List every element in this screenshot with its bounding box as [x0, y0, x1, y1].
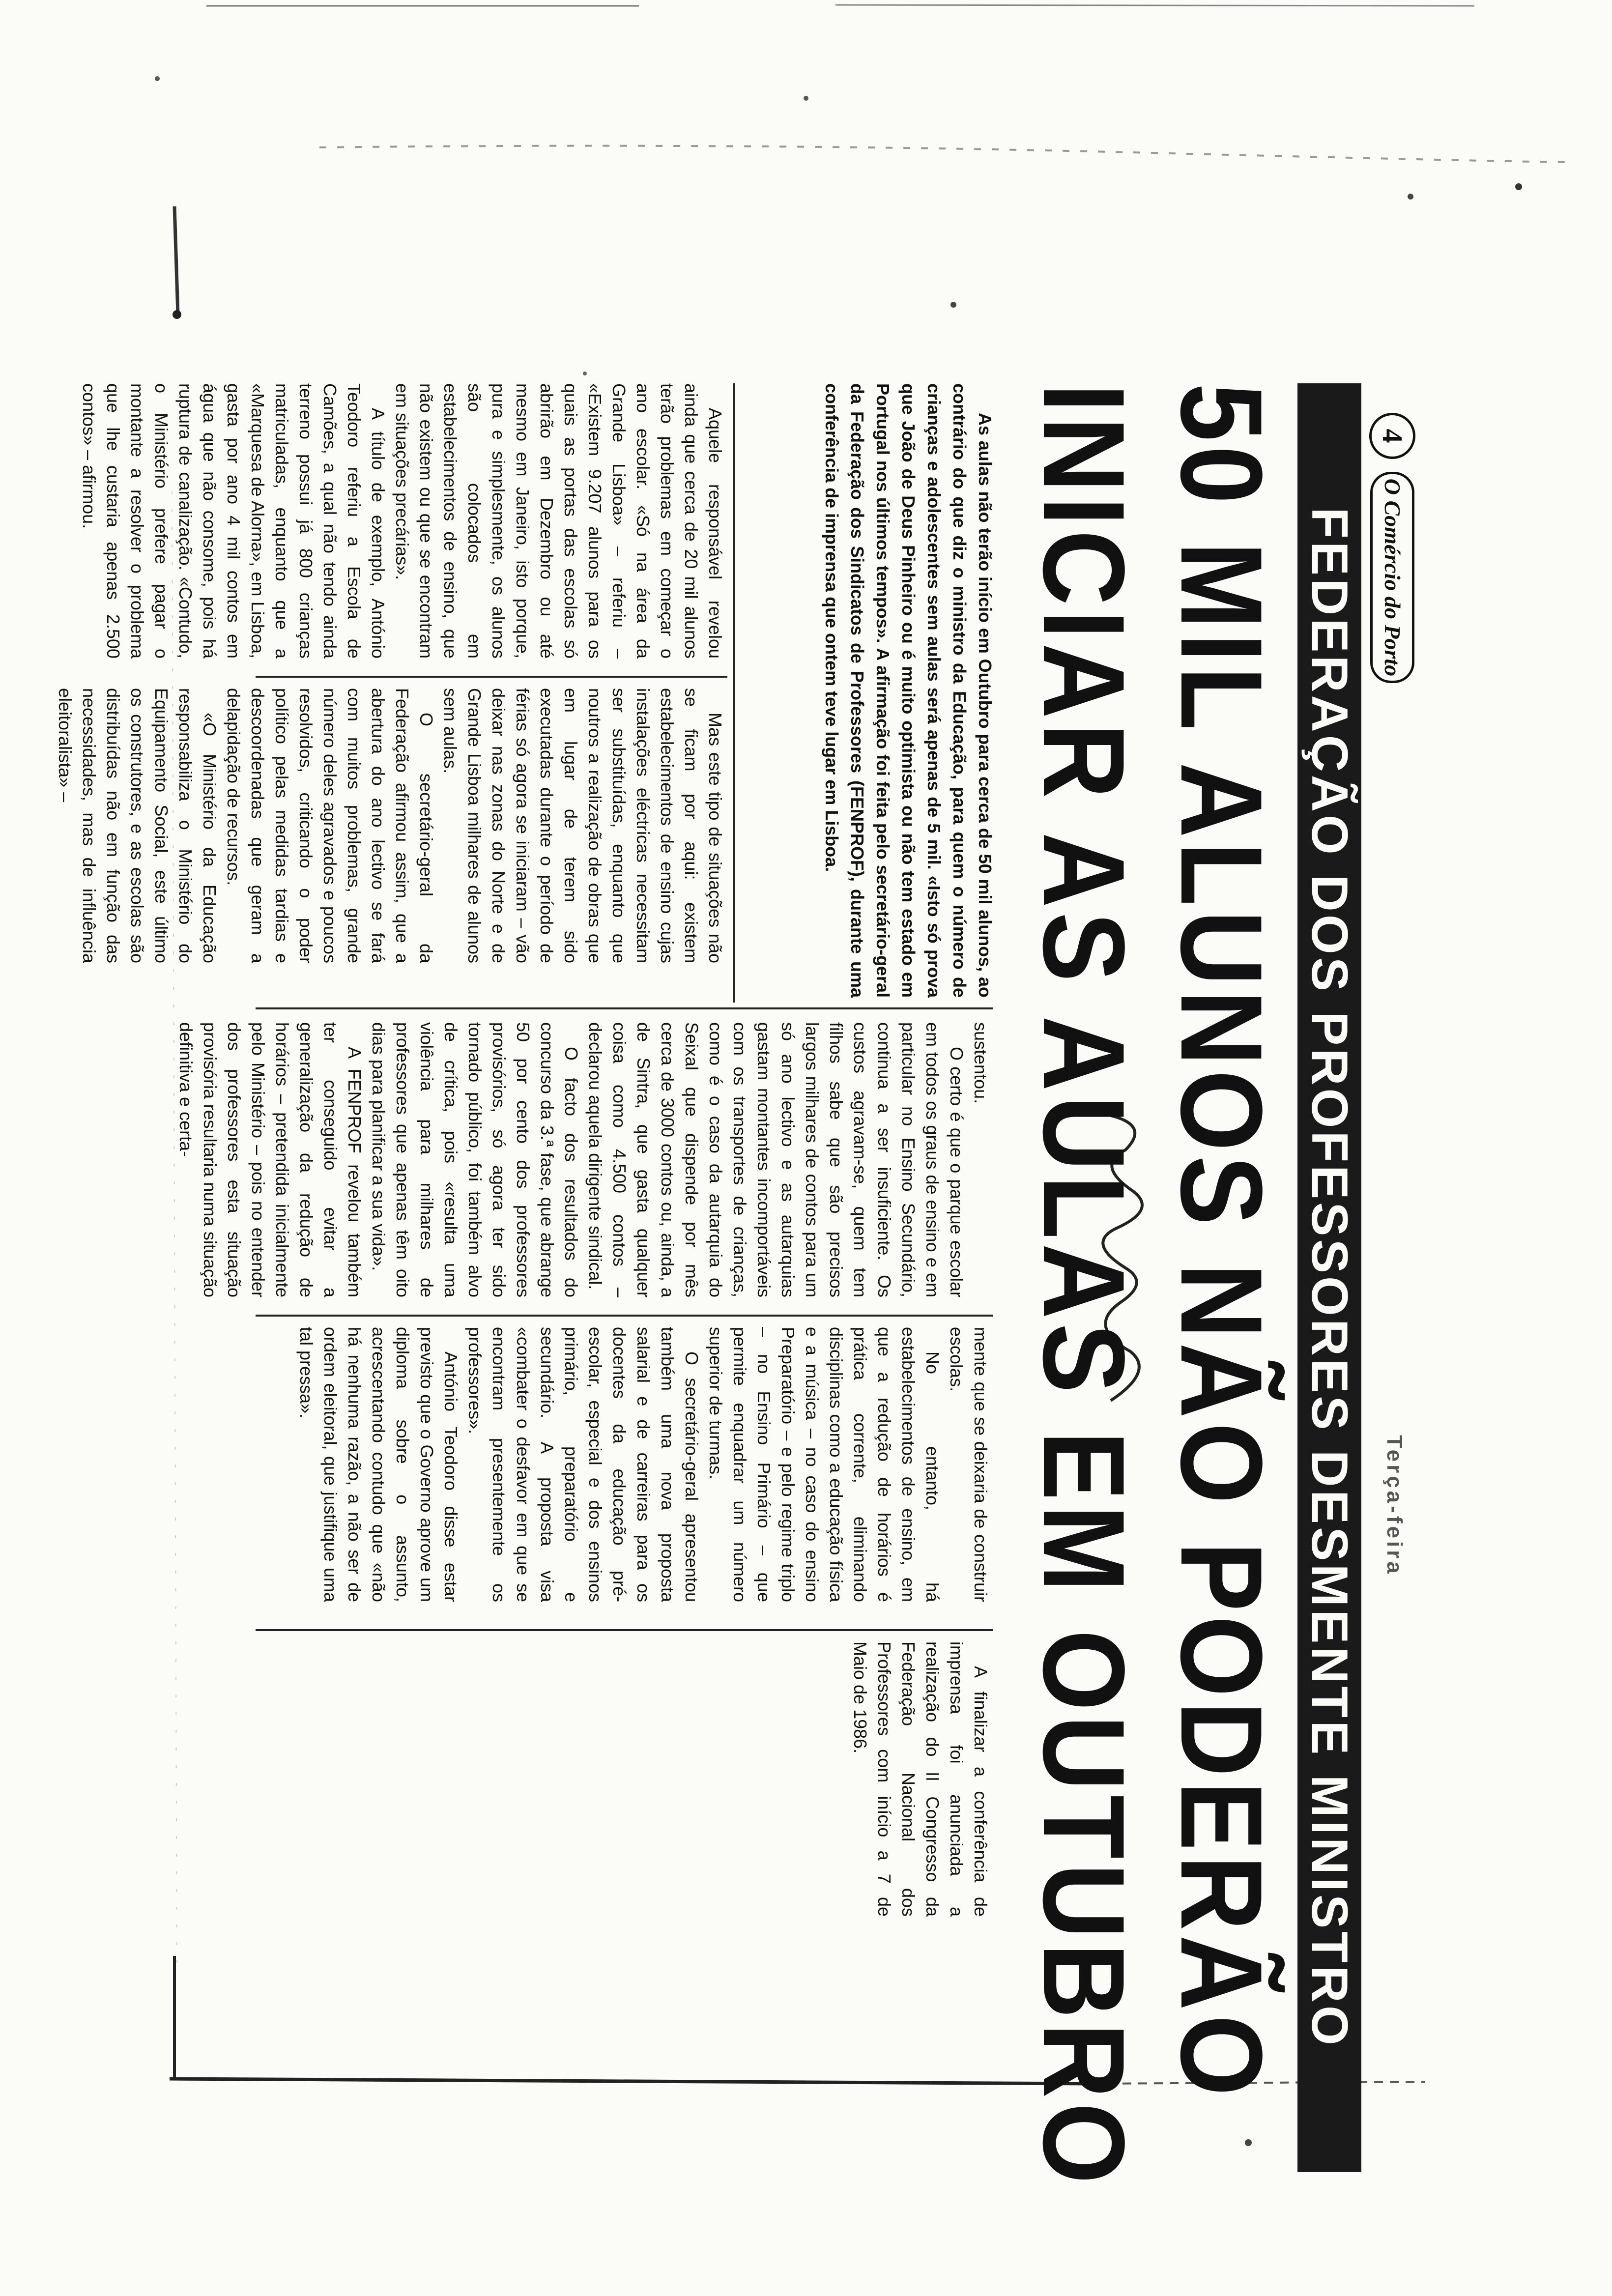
column-rule: [256, 1315, 993, 1317]
masthead: [1371, 413, 1415, 2123]
column-rule: [256, 676, 727, 678]
paragraph: A FENPROF revelou também ter conseguido evitar a generalização da redução de horários – pretendida inicialmente pelo Ministério – pois no entender dos professores esta situação provisória resultaria numa situação definitiva e certa-: [176, 1022, 365, 1297]
newspaper-name: O Comércio do Porto: [1370, 472, 1414, 683]
paragraph: O facto dos resultados do concurso da 3.ª fase, que abrange 50 por cento dos professores provisórios, só agora ter sido tornado público, foi também alvo de crítica, pois «resulta uma violência para milhares de professores que apenas têm oito dias para planificar a sua vida».: [369, 1022, 581, 1297]
headline-line-2: INICIAR AS AULAS EM OUTUBRO: [1019, 383, 1149, 2188]
column-rule: [256, 1007, 993, 1009]
article-column-1: [79, 383, 727, 659]
paragraph: mente que se deixaria de construir escolas.: [947, 1327, 991, 1602]
kicker-banner: FEDERAÇÃO DOS PROFESSORES DESMENTE MINISTRO: [1297, 383, 1361, 2172]
article-column-2: [55, 688, 727, 963]
headline-line-1: 50 MIL ALUNOS NÃO PODERÃO: [1156, 383, 1286, 2100]
column-rule: [256, 1629, 993, 1631]
paragraph: sustentou.: [971, 1022, 991, 1104]
paragraph: O certo é que o parque escolar em todos os graus de ensino e em particular no Ensino Secundário, continua a ser insuficiente. Os custos agravam-se, quem tem filhos sabe que são precisos largos milhares de contos para um só ano lectivo e as autarquias gastam montantes incomportáveis com os transportes de crianças, como é o caso da autarquia do Seixal que dispende por mês cerca de 3000 contos ou, ainda, a de Sintra, que gasta qualquer coisa como 4.500 contos – declarou aquela dirigente sindical.: [585, 1022, 967, 1297]
paragraph: O secretário-geral da Federação afirmou assim, que a abertura do ano lectivo se fará com muitos problemas, grande número deles agravados e poucos resolvidos, criticando o poder político pelas medidas tardias e descoordenadas que geram a delapidação de recursos.: [224, 688, 436, 963]
paragraph: No entanto, há estabelecimentos de ensino, em que a redução de horários é prática corrente, eliminando disciplinas como a educação física e a música – no caso do ensino Preparatório – e pelo regime triplo – no Ensino Primário – que permite enquadrar um número superior de turmas.: [706, 1327, 943, 1602]
article-column-5: [256, 1641, 993, 1917]
paragraph: «O Ministério da Educação responsabiliza o Ministério do Equipamento Social, este último os construtores, e as escolas são distribuídas não em função das necessidades, mas de influência eleitoralista» –: [55, 688, 220, 963]
article-column-4: [256, 1327, 993, 1602]
lead-rule: [733, 383, 735, 1003]
newspaper-clipping: [55, 383, 1415, 2188]
article-lead: As aulas não terão início em Outubro para cerca de 50 mil alunos, ao contrário do que diz o ministro da Educação, para quem o número de crianças e adolescentes sem aulas será apenas de 5 mil. «Isto só prova que João de Deus Pinheiro ou é muito optimista ou não tem estado em Portugal nos últimos tempos». A afirmação foi feita pelo secretário-geral da Federação dos Sindicatos de Professores (FENPROF), durante uma conferência de imprensa que ontem teve lugar em Lisboa.: [822, 383, 995, 998]
paragraph: Aquele responsável revelou ainda que cerca de 20 mil alunos terão problemas em começar o ano escolar. «Só na área da Grande Lisboa» – referiu – «Existem 9.207 alunos para os quais as portas das escolas só abrirão em Dezembro ou até mesmo em Janeiro, isto porque, pura e simplesmente, os alunos são colocados em estabelecimentos de ensino, que não existem ou que se encontram em situações precárias».: [392, 383, 725, 659]
paragraph: Mas este tipo de situações não se ficam por aqui: existem estabelecimentos de ensino cujas instalações eléctricas necessitam ser substituídas, enquanto que noutros a realização de obras que em lugar de terem sido executadas durante o período de férias só agora se iniciaram – vão deixar nas zonas do Norte e de Grande Lisboa milhares de alunos sem aulas.: [440, 688, 725, 963]
article-column-3: [176, 1022, 993, 1297]
paragraph: O secretário-geral apresentou também uma nova proposta salarial e de carreiras para os docentes da educação pré-escolar, especial e dos ensinos primário, preparatório e secundário. A proposta visa «combater o desfavor em que se encontram presentemente os professores».: [465, 1327, 702, 1602]
paragraph: António Teodoro disse estar previsto que o Governo aprove um diploma sobre o assunto, acrescentando contudo que «não há nenhuma razão, a não ser de ordem eleitoral, que justifique uma tal pressa».: [296, 1327, 461, 1602]
page-number: 4: [1369, 413, 1415, 459]
paragraph: A título de exemplo, António Teodoro referiu a Escola de Camões, a qual não tendo ainda terreno possui já 800 crianças matriculadas, enquanto que a «Marquesa de Alorna», em Lisboa, gasta por ano 4 mil contos em água que não consome, pois há ruptura de canalização. «Contudo, o Ministério prefere pagar o montante a resolver o problema que lhe custaria apenas 2.500 contos» – afirmou.: [79, 383, 388, 659]
paragraph: A finalizar a conferência de imprensa foi anunciada a realização do II Congresso da Federação Nacional dos Professores com início a 7 de Maio de 1986.: [850, 1641, 991, 1917]
masthead-smudged-text: Terça-feira: [1382, 1435, 1407, 1577]
